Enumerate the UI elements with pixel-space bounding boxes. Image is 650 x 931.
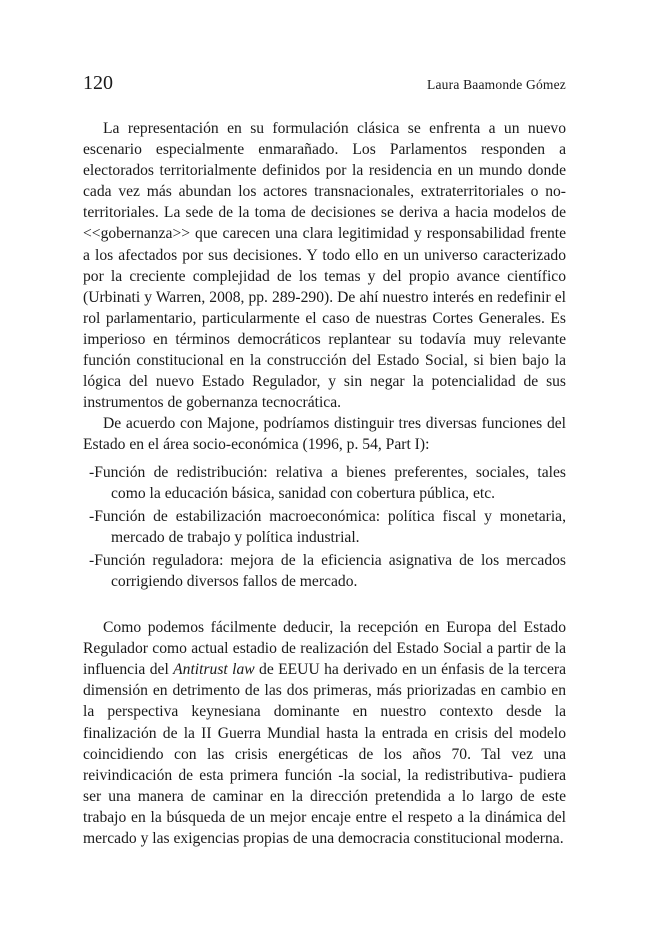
paragraph-text: Como podemos fácilmente deducir, la recepción en Europa del Estado Regulador como actual estadio de realización del Estado Social a partir de la influencia del	[83, 619, 566, 679]
paragraph	[83, 617, 566, 849]
running-head-author: Laura Baamonde Gómez	[427, 77, 566, 92]
page-header	[83, 72, 566, 95]
functions-list	[83, 462, 566, 593]
paragraph: La representación en su formulación clásica se enfrenta a un nuevo escenario especialmente enmarañado. Los Parlamentos responden a electorados territorialmente definidos por la residencia en un mundo donde cada vez más abundan los actores transnacionales, extraterritoriales o no-territoriales. La sede de la toma de decisiones se deriva a hacia modelos de <<gobernanza>> que carecen una clara legitimidad y responsabilidad frente a los afectados por sus decisiones. Y todo ello en un universo caracterizado por la creciente complejidad de los temas y del propio avance científico (Urbinati y Warren, 2008, pp. 289-290). De ahí nuestro interés en redefinir el rol parlamentario, particularmente el caso de nuestras Cortes Generales. Es imperioso en términos democráticos replantear su todavía muy relevante función constitucional en la construcción del Estado Social, si bien bajo la lógica del nuevo Estado Regulador, y sin negar la potencialidad de sus instrumentos de gobernanza tecnocrática.	[83, 120, 566, 412]
list-item: -Función de redistribución: relativa a bienes preferentes, sociales, tales como la educación básica, sanidad con cobertura pública, etc.	[89, 463, 566, 502]
list-item: -Función de estabilización macroeconómica: política fiscal y monetaria, mercado de trabajo y política industrial.	[89, 507, 566, 546]
page-number: 120	[83, 72, 113, 94]
italic-term: Antitrust law	[173, 661, 255, 679]
list-item: -Función reguladora: mejora de la eficiencia asignativa de los mercados corrigiendo diversos fallos de mercado.	[89, 551, 566, 590]
paragraph-text: de EEUU ha derivado en un énfasis de la tercera dimensión en detrimento de las dos primeras, más priorizadas en cambio en la perspectiva keynesiana dominante en nuestro contexto desde la finalización de la II Guerra Mundial hasta la entrada en crisis del modelo coincidiendo con las crisis energéticas de los años 70. Tal vez una reivindicación de esta primera función -la social, la redistributiva- pudiera ser una manera de caminar en la dirección pretendida a lo largo de este trabajo en la búsqueda de un mejor encaje entre el respeto a la dinámica del mercado y las exigencias propias de una democracia constitucional moderna.	[83, 661, 566, 847]
paragraph: De acuerdo con Majone, podríamos distinguir tres diversas funciones del Estado en el área socio-económica (1996, p. 54, Part I):	[83, 415, 566, 454]
body-text	[83, 118, 566, 849]
